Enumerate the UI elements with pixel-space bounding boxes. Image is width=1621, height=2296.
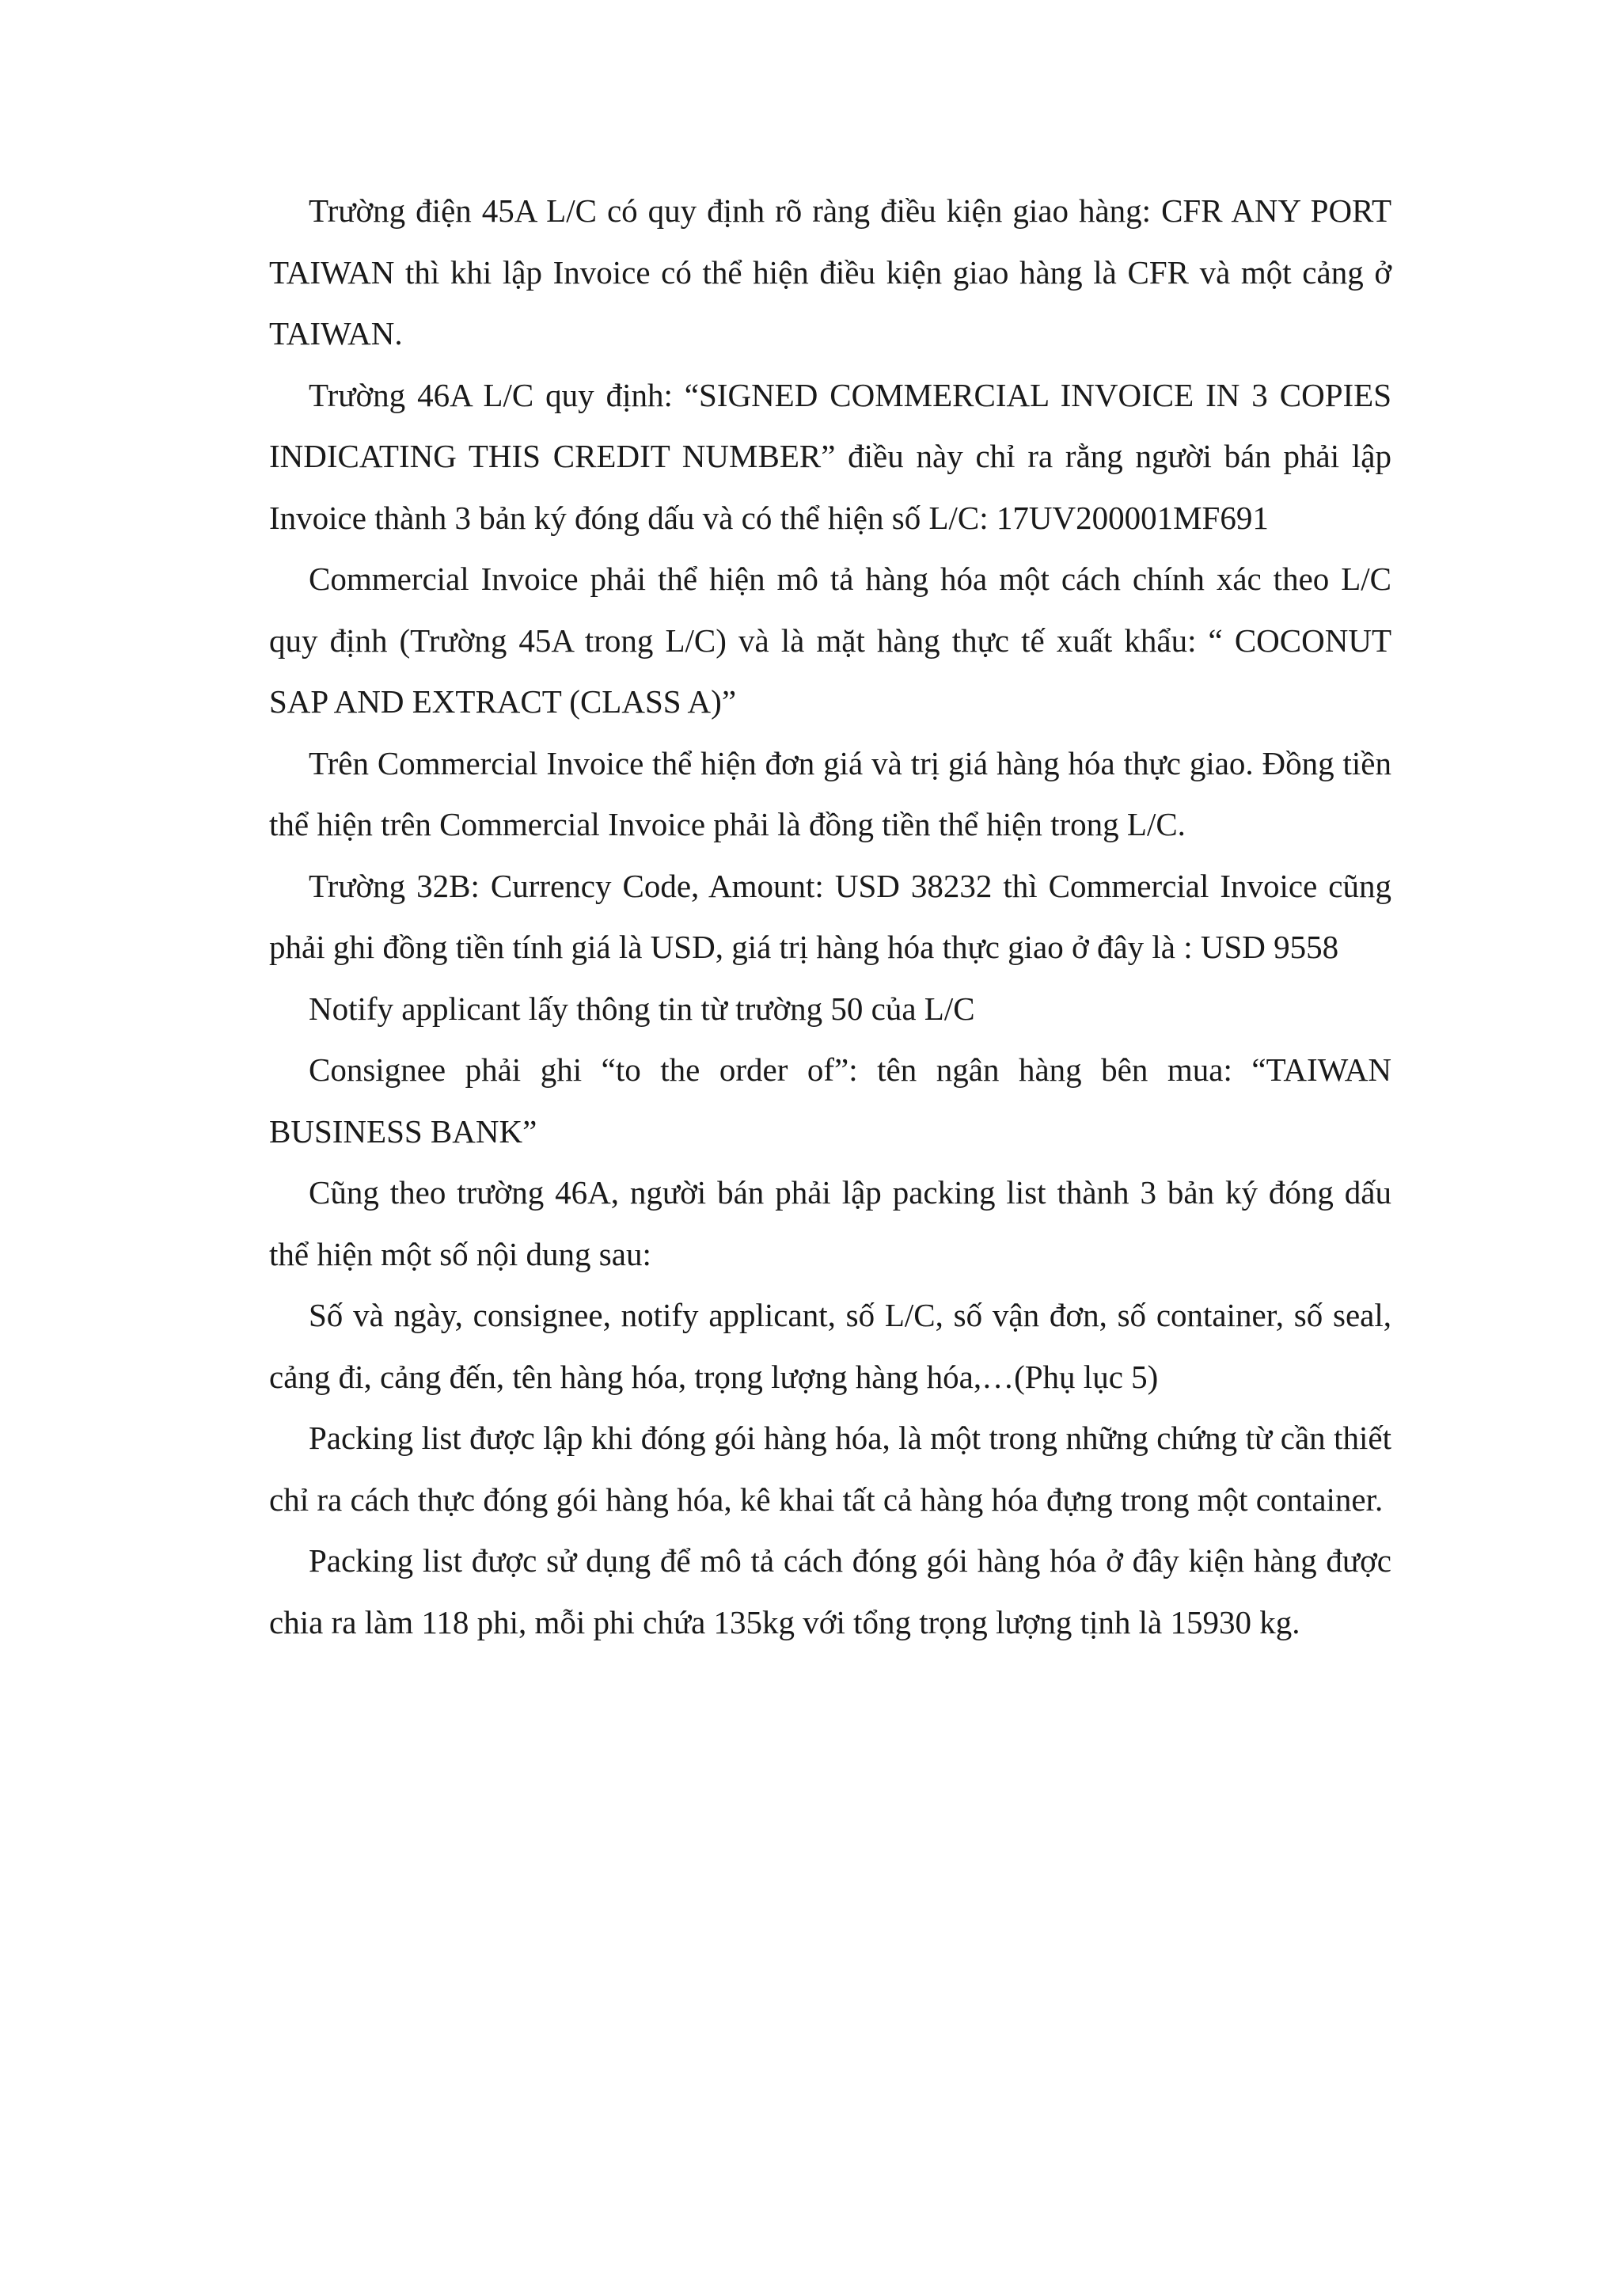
paragraph-packing-list-46a: Cũng theo trường 46A, người bán phải lập packing list thành 3 bản ký đóng dấu thể hiện một số nội dung sau: <box>269 1174 1391 1272</box>
paragraph-46a-signed-invoice: Trường 46A L/C quy định: “SIGNED COMMERCIAL INVOICE IN 3 COPIES INDICATING THIS CREDIT NUMBER” điều này chỉ ra rằng người bán phải lập Invoice thành 3 bản ký đóng dấu và có thể hiện số L/C: 17UV200001MF691 <box>269 376 1391 536</box>
paragraph-unit-price-currency: Trên Commercial Invoice thể hiện đơn giá và trị giá hàng hóa thực giao. Đồng tiền thể hiện trên Commercial Invoice phải là đồng tiền thể hiện trong L/C. <box>269 744 1391 842</box>
paragraph-packing-list-contents: Số và ngày, consignee, notify applicant, số L/C, số vận đơn, số container, số seal, cảng đi, cảng đến, tên hàng hóa, trọng lượng hàng hóa,…(Phụ lục 5) <box>269 1297 1391 1395</box>
paragraph-packing-list-details: Packing list được sử dụng để mô tả cách đóng gói hàng hóa ở đây kiện hàng được chia ra làm 118 phi, mỗi phi chứa 135kg với tổng trọng lượng tịnh là 15930 kg. <box>269 1542 1391 1640</box>
paragraph-consignee: Consignee phải ghi “to the order of”: tên ngân hàng bên mua: “TAIWAN BUSINESS BANK” <box>269 1051 1391 1150</box>
paragraph-32b-amount: Trường 32B: Currency Code, Amount: USD 38232 thì Commercial Invoice cũng phải ghi đồng tiền tính giá là USD, giá trị hàng hóa thực giao ở đây là : USD 9558 <box>269 867 1391 965</box>
paragraph-goods-description: Commercial Invoice phải thể hiện mô tả hàng hóa một cách chính xác theo L/C quy định (Trường 45A trong L/C) và là mặt hàng thực tế xuất khẩu: “ COCONUT SAP AND EXTRACT (CLASS A)” <box>269 561 1391 720</box>
paragraph-notify-applicant: Notify applicant lấy thông tin từ trường 50 của L/C <box>309 990 975 1027</box>
paragraph-packing-list-purpose: Packing list được lập khi đóng gói hàng hóa, là một trong những chứng từ cần thiết chỉ ra cách thực đóng gói hàng hóa, kê khai tất cả hàng hóa đựng trong một container. <box>269 1420 1391 1518</box>
document-page <box>269 181 1391 1653</box>
paragraph-45a-delivery-terms: Trường điện 45A L/C có quy định rõ ràng điều kiện giao hàng: CFR ANY PORT TAIWAN thì khi lập Invoice có thể hiện điều kiện giao hàng là CFR và một cảng ở TAIWAN. <box>269 192 1391 352</box>
